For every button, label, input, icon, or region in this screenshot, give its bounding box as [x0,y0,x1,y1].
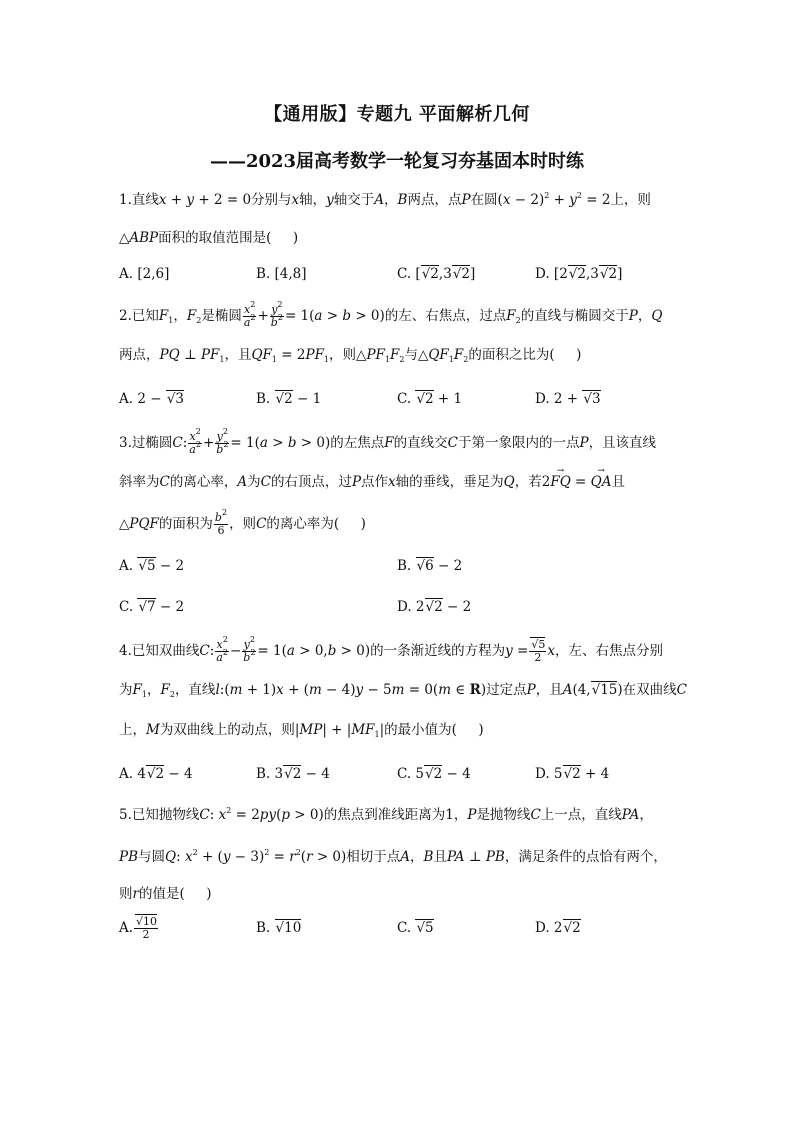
question-3-option-c[interactable]: C. √7 − 2 [119,599,185,615]
question-5-line-3: 则r的值是( ) [119,886,212,902]
question-4-line-1: 4.已知双曲线C: $\frac{x^2}{a^2}$ − $\frac{y^2}{b^2}$ = 1(a > 0,b > 0)的一条渐近线的方程为y = $\frac{√5}{2}$ x，左、右焦点分别 [119,635,664,664]
question-3-option-b[interactable]: B. √6 − 2 [397,558,463,574]
document-title: 【通用版】专题九 平面解析几何 [264,104,530,125]
question-1-option-d[interactable]: D. [2√2,3√2] [535,266,623,282]
question-4-option-c[interactable]: C. 5√2 − 4 [397,766,471,782]
question-3-option-a[interactable]: A. √5 − 2 [119,558,185,574]
question-3-line-1: 3.过椭圆C: $\frac{x^2}{a^2}$ + $\frac{y^2}{b^2}$ = 1(a > b > 0)的左焦点F的直线交C于第一象限内的一点P，且该直线 [119,427,657,456]
question-1-line-2: △ABP面积的取值范围是( ) [119,230,299,246]
question-1-option-a[interactable]: A. [2,6] [119,266,170,282]
question-2-option-a[interactable]: A. 2 − √3 [119,391,185,407]
question-2-option-b[interactable]: B. √2 − 1 [256,391,322,407]
question-2-line-2: 两点，PQ ⊥ $PF_1$，且$QF_1 = 2PF_1$，则$\triangle PF_1F_2$与$\triangle QF_1F_2$的面积之比为( ) [119,347,582,364]
question-5-option-a[interactable]: A. $\frac{√10}{2}$ [119,915,158,941]
question-3-line-2: 斜率为C的离心率，A为C的右顶点，过P点作x轴的垂线，垂足为Q，若2→ FQ = → QA且 [119,472,625,492]
question-4-line-2: 为$F_1$，$F_2$，直线l:(m + 1)x + (m − 4)y − 5m = 0(m ∈ R)过定点P，且A(4,√15)在双曲线C [119,682,688,699]
question-4-option-d[interactable]: D. 5√2 + 4 [535,766,610,782]
question-2-line-1: 2.已知$F_1$，$F_2$是椭圆 $\frac{x^2}{a^2}$ + $\frac{y^2}{b^2}$ = 1(a > b > 0)的左、右焦点，过点$F_2$的直线与椭圆交于P，Q [119,300,663,329]
question-4-option-a[interactable]: A. 4√2 − 4 [119,766,193,782]
question-5-option-b[interactable]: B. √10 [256,920,302,936]
question-3-option-d[interactable]: D. 2√2 − 2 [397,599,472,615]
question-5-option-d[interactable]: D. 2√2 [535,920,581,936]
question-2-option-c[interactable]: C. √2 + 1 [397,391,463,407]
question-4-line-3: 上，M为双曲线上的动点，则$|MP| + |MF_1|$的最小值为( ) [119,722,484,739]
question-1-option-c[interactable]: C. [√2,3√2] [397,266,476,282]
question-3-line-3: △PQF的面积为 $\frac{b^2}{6}$ ，则C的离心率为( ) [119,508,366,537]
question-2-option-d[interactable]: D. 2 + √3 [535,391,601,407]
document-subtitle: ——2023届高考数学一轮复习夯基固本时时练 [209,151,585,172]
question-1-option-b[interactable]: B. [4,8] [256,266,307,282]
question-5-option-c[interactable]: C. √5 [397,920,434,936]
question-5-line-2: PB与圆Q: $x^2 + (y - 3)^2 = r^2(r > 0)$相切于点A，B且PA ⊥ PB，满足条件的点恰有两个， [119,848,667,865]
question-5-line-1: 5.已知抛物线C: $x^2 = 2py(p > 0)$的焦点到准线距离为1，P是抛物线C上一点，直线PA， [119,806,653,823]
question-1-line-1: 1.直线x + y + 2 = 0分别与x轴，y轴交于A，B两点，点P在圆$(x - 2)^2 + y^2 = 2$上，则 [119,191,651,208]
question-4-option-b[interactable]: B. 3√2 − 4 [256,766,330,782]
